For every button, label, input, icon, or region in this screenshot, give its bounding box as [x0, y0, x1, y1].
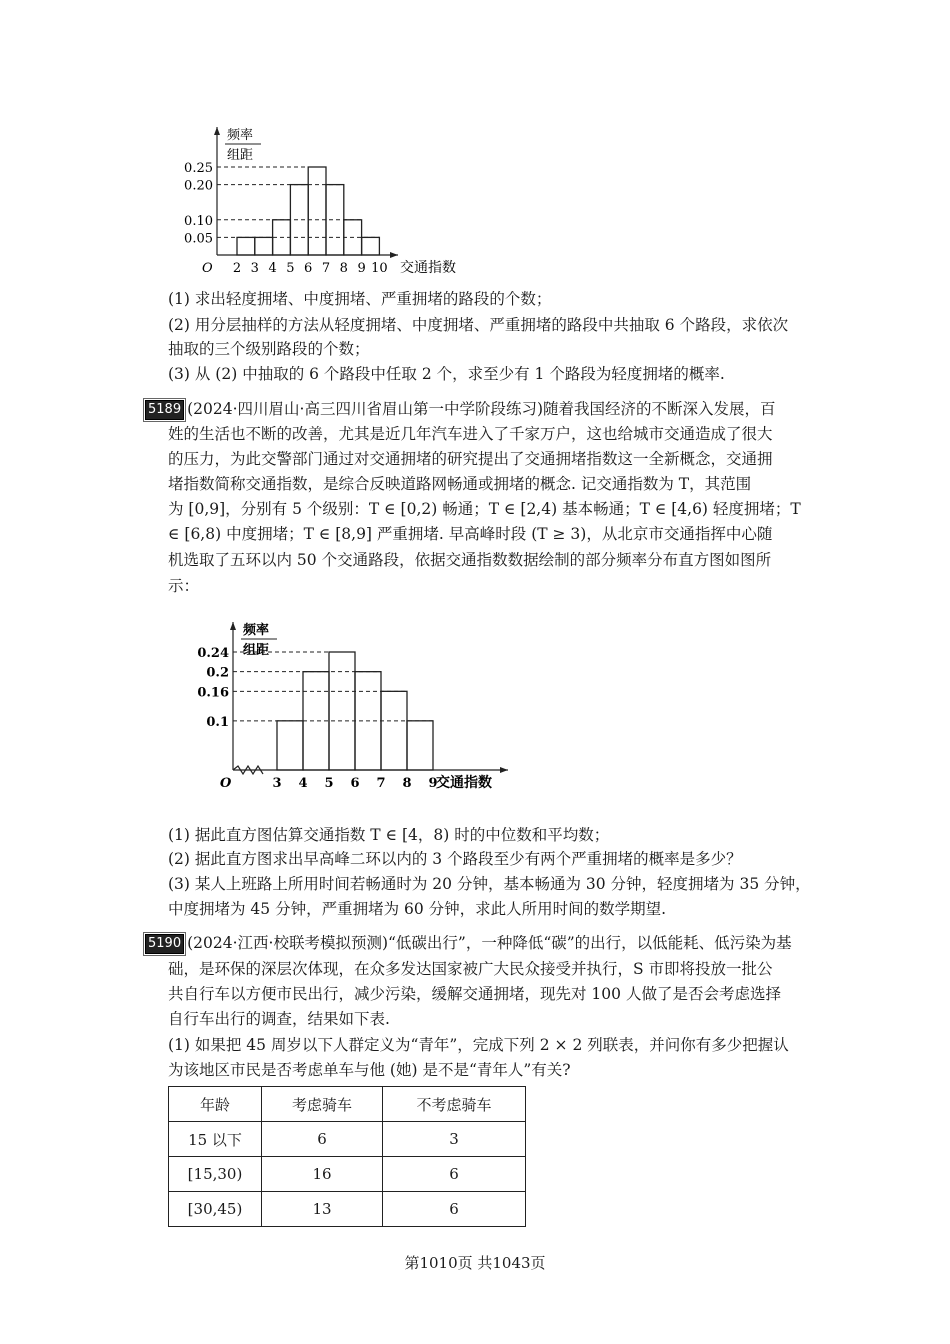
q5189-line-1: 5189 (2024·四川眉山·高三四川省眉山第一中学阶段练习)随着我国经济的不断深入发展，百 — [145, 396, 776, 422]
x-tick-label: 4 — [268, 261, 277, 276]
page-footer: 第1010页 共1043页 — [404, 1254, 546, 1272]
x-tick-label: 5 — [286, 261, 295, 276]
q5188-part1: (1) 求出轻度拥堵、中度拥堵、严重拥堵的路段的个数； — [168, 290, 552, 308]
y-label-top: 频率 — [243, 623, 270, 638]
x-tick-label: 4 — [298, 776, 308, 791]
table-cell: 6 — [262, 1122, 383, 1157]
table-header: 不考虑骑车 — [383, 1087, 526, 1122]
histogram-bar — [290, 185, 308, 255]
y-tick-label: 0.1 — [206, 714, 229, 730]
table-cell: 13 — [262, 1192, 383, 1227]
q5190-line-4: 自行车出行的调查，结果如下表. — [168, 1010, 390, 1028]
x-tick-label: 10 — [371, 261, 388, 276]
x-tick-label: 9 — [428, 776, 438, 791]
table-row — [169, 1192, 526, 1227]
table-cell: [30,45) — [169, 1192, 262, 1227]
table-cell: [15,30) — [169, 1157, 262, 1192]
y-tick-label: 0.24 — [197, 646, 229, 661]
histogram-bar — [255, 237, 273, 255]
q5189-line-4: 堵指数简称交通指数，是综合反映道路网畅通或拥堵的概念. 记交通指数为 T，其范围 — [168, 475, 752, 493]
q5190-part1: (1) 如果把 45 周岁以下人群定义为“青年”，完成下列 2 × 2 列联表，并问你有多少把握认 — [168, 1036, 789, 1054]
age-bike-table — [168, 1086, 526, 1227]
q5190-line-2: 础，是环保的深层次体现，在众多发达国家被广大民众接受并执行，S 市即将投放一批公 — [168, 960, 773, 978]
x-tick-label: 6 — [350, 776, 360, 791]
x-axis-arrow — [500, 767, 508, 773]
q5190-line-3: 共自行车以方便市民出行，减少污染，缓解交通拥堵，现先对 100 人做了是否会考虑选择 — [168, 985, 781, 1003]
q5189-line-2: 姓的生活也不断的改善，尤其是近几年汽车进入了千家万户，这也给城市交通造成了很大 — [168, 425, 773, 443]
x-axis-label: 交通指数 — [436, 775, 492, 791]
q5189-line-6: ∈ [6,8) 中度拥堵；T ∈ [8,9] 严重拥堵. 早高峰时段 (T ≥ 3)，从北京市交通指挥中心随 — [168, 525, 773, 543]
q5188-part2-cont: 抽取的三个级别路段的个数； — [168, 340, 370, 358]
table-cell: 16 — [262, 1157, 383, 1192]
histogram-bar — [237, 237, 255, 255]
histogram-bar — [329, 652, 355, 770]
histogram-bar — [308, 167, 326, 255]
y-axis-arrow — [214, 127, 220, 135]
q5189-line-3: 的压力，为此交警部门通过对交通拥堵的研究提出了交通拥堵指数这一全新概念，交通拥 — [168, 450, 773, 468]
q5188-part2: (2) 用分层抽样的方法从轻度拥堵、中度拥堵、严重拥堵的路段中共抽取 6 个路段，求依次 — [168, 316, 789, 334]
y-tick-label: 0.25 — [184, 161, 213, 176]
question-number: 5189 — [145, 400, 184, 420]
x-tick-label: 3 — [250, 261, 259, 276]
x-axis-label: 交通指数 — [400, 260, 456, 276]
histogram-2 — [190, 610, 520, 800]
q5189-line-7: 机选取了五环以内 50 个交通路段，依据交通指数数据绘制的部分频率分布直方图如图所 — [168, 551, 772, 569]
q5189-line-5: 为 [0,9]，分别有 5 个级别：T ∈ [0,2) 畅通；T ∈ [2,4) 基本畅通；T ∈ [4,6) 轻度拥堵；T — [168, 500, 801, 518]
x-tick-label: 3 — [272, 776, 282, 791]
y-tick-label: 0.16 — [197, 685, 229, 701]
q5190-line-1: 5190 (2024·江西·校联考模拟预测)“低碳出行”，一种降低“碳”的出行，以低能耗、低污染为基 — [145, 930, 792, 956]
y-tick-label: 0.05 — [184, 231, 213, 247]
y-tick-label: 0.2 — [206, 665, 229, 681]
table-header: 考虑骑车 — [262, 1087, 383, 1122]
q5189-part3-cont: 中度拥堵为 45 分钟，严重拥堵为 60 分钟，求此人所用时间的数学期望. — [168, 900, 667, 918]
x-axis-arrow — [390, 252, 398, 258]
y-tick-label: 0.20 — [184, 178, 213, 194]
table-header: 年龄 — [169, 1087, 262, 1122]
table-row — [169, 1122, 526, 1157]
q5189-part3: (3) 某人上班路上所用时间若畅通时为 20 分钟，基本畅通为 30 分钟，轻度拥堵为 35 分钟， — [168, 875, 811, 893]
q5189-part1: (1) 据此直方图估算交通指数 T ∈ [4，8) 时的中位数和平均数； — [168, 826, 610, 844]
histogram-bar — [381, 691, 407, 770]
q5189-line-8: 示： — [168, 577, 200, 595]
y-label-top: 频率 — [227, 128, 254, 143]
x-tick-label: 6 — [304, 261, 313, 276]
origin-label: O — [220, 776, 232, 791]
table-cell: 15 以下 — [169, 1122, 262, 1157]
x-tick-label: 9 — [357, 261, 366, 276]
histogram-bar — [326, 185, 344, 255]
histogram-bar — [277, 721, 303, 770]
table-header-row — [169, 1087, 526, 1122]
q5188-part3: (3) 从 (2) 中抽取的 6 个路段中任取 2 个，求至少有 1 个路段为轻度拥堵的概率. — [168, 365, 725, 383]
histogram-bar — [407, 721, 433, 770]
x-tick-label: 7 — [376, 776, 386, 791]
histogram-1 — [180, 115, 480, 285]
y-label-bottom: 组距 — [243, 643, 270, 658]
origin-label: O — [202, 261, 213, 276]
table-cell: 3 — [383, 1122, 526, 1157]
y-axis-arrow — [230, 622, 236, 630]
table-cell: 6 — [383, 1192, 526, 1227]
y-label-bottom: 组距 — [227, 148, 254, 163]
y-tick-label: 0.10 — [184, 213, 213, 229]
table-row — [169, 1157, 526, 1192]
table-cell: 6 — [383, 1157, 526, 1192]
histogram-bar — [362, 237, 380, 255]
x-tick-label: 2 — [232, 261, 242, 276]
q5189-part2: (2) 据此直方图求出早高峰二环以内的 3 个路段至少有两个严重拥堵的概率是多少？ — [168, 850, 742, 868]
x-tick-label: 7 — [321, 261, 331, 276]
q5190-part1-cont: 为该地区市民是否考虑单车与他 (她) 是不是“青年人”有关? — [168, 1061, 571, 1079]
question-number: 5190 — [145, 934, 184, 954]
x-tick-label: 5 — [324, 776, 334, 791]
x-tick-label: 8 — [339, 261, 348, 276]
x-tick-label: 8 — [402, 776, 412, 791]
